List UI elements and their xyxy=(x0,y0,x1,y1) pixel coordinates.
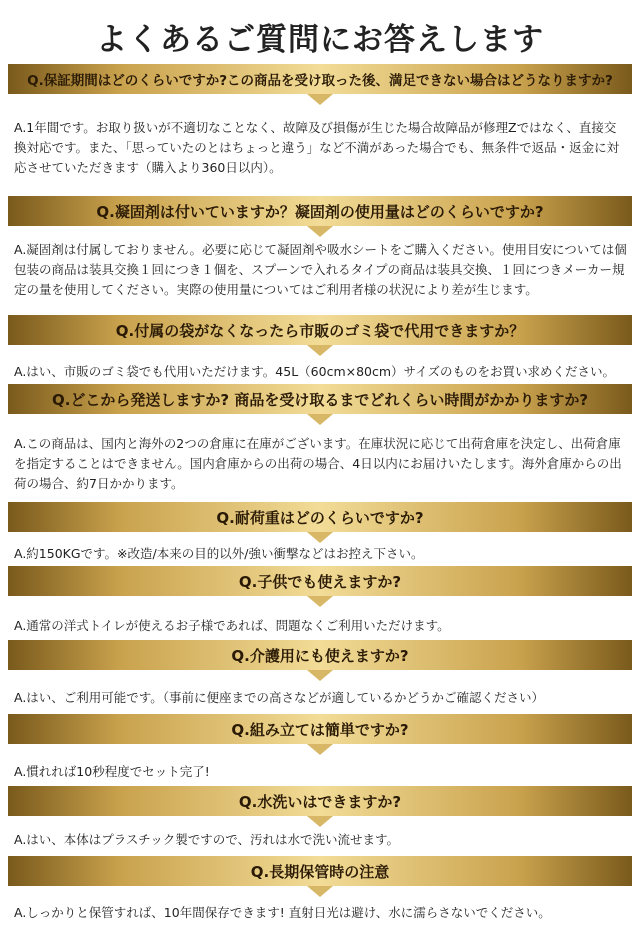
faq-answer-8: A.慣れれば10秒程度でセット完了! xyxy=(14,764,210,779)
faq-answer-7: A.はい、ご利用可能です。（事前に便座までの高さなどが適しているかどうかご確認ください） xyxy=(14,690,545,705)
faq-question-7: Q.介護用にも使えますか? xyxy=(8,640,632,670)
faq-answer-3: A.はい、市販のゴミ袋でも代用いただけます。45L（60cm×80cm）サイズのものをお買い求めください。 xyxy=(14,364,616,379)
faq-question-10: Q.長期保管時の注意 xyxy=(8,856,632,886)
faq-question-4: Q.どこから発送しますか? 商品を受け取るまでどれくらい時間がかかりますか? xyxy=(8,384,632,414)
faq-answer-9: A.はい、本体はプラスチック製ですので、汚れは水で洗い流せます。 xyxy=(14,832,400,847)
page-title: よくあるご質問にお答えします xyxy=(96,22,544,58)
faq-question-2: Q.凝固剤は付いていますか？凝固剤の使用量はどのくらいですか? xyxy=(8,196,632,226)
faq-answer-2: A.凝固剤は付属しておりません。必要に応じて凝固剤や吸水シートをご購入ください。使用目安については個包装の商品は装具交換１回につき１個を、スプーンで入れるタイプの商品は装具交換、１回につきメーカー規定の量を使用してください。実際の使用量についてはご利用者様の状況により差が生じます。 xyxy=(14,242,627,297)
faq-question-8: Q.組み立ては簡単ですか? xyxy=(8,714,632,744)
faq-question-1: Q.保証期間はどのくらいですか?この商品を受け取った後、満足できない場合はどうなりますか? xyxy=(8,64,632,94)
faq-question-9: Q.水洗いはできますか? xyxy=(8,786,632,816)
faq-question-3: Q.付属の袋がなくなったら市販のゴミ袋で代用できますか？ xyxy=(8,315,632,345)
faq-question-6: Q.子供でも使えますか? xyxy=(8,566,632,596)
faq-answer-4: A.この商品は、国内と海外の2つの倉庫に在庫がございます。在庫状況に応じて出荷倉庫を決定し、出荷倉庫を指定することはできません。国内倉庫からの出荷の場合、4日以内にお届けいたします。海外倉庫からの出荷の場合、約7日かかります。 xyxy=(14,436,622,491)
faq-question-5: Q.耐荷重はどのくらいですか? xyxy=(8,502,632,532)
faq-answer-6: A.通常の洋式トイレが使えるお子様であれば、問題なくご利用いただけます。 xyxy=(14,618,450,633)
faq-answer-10: A.しっかりと保管すれば、10年間保存できます! 直射日光は避け、水に濡らさないでください。 xyxy=(14,905,551,920)
faq-answer-5: A.約150KGです。※改造/本来の目的以外/強い衝撃などはお控え下さい。 xyxy=(14,546,424,561)
faq-answer-1: A.1年間です。お取り扱いが不適切なことなく、故障及び損傷が生じた場合故障品が修理Zではなく、直接交換対応です。また、「思っていたのとはちょっと違う」など不満があった場合でも、無条件で返品・返金に対応させていただきます（購入より360日以内）。 xyxy=(14,120,620,175)
